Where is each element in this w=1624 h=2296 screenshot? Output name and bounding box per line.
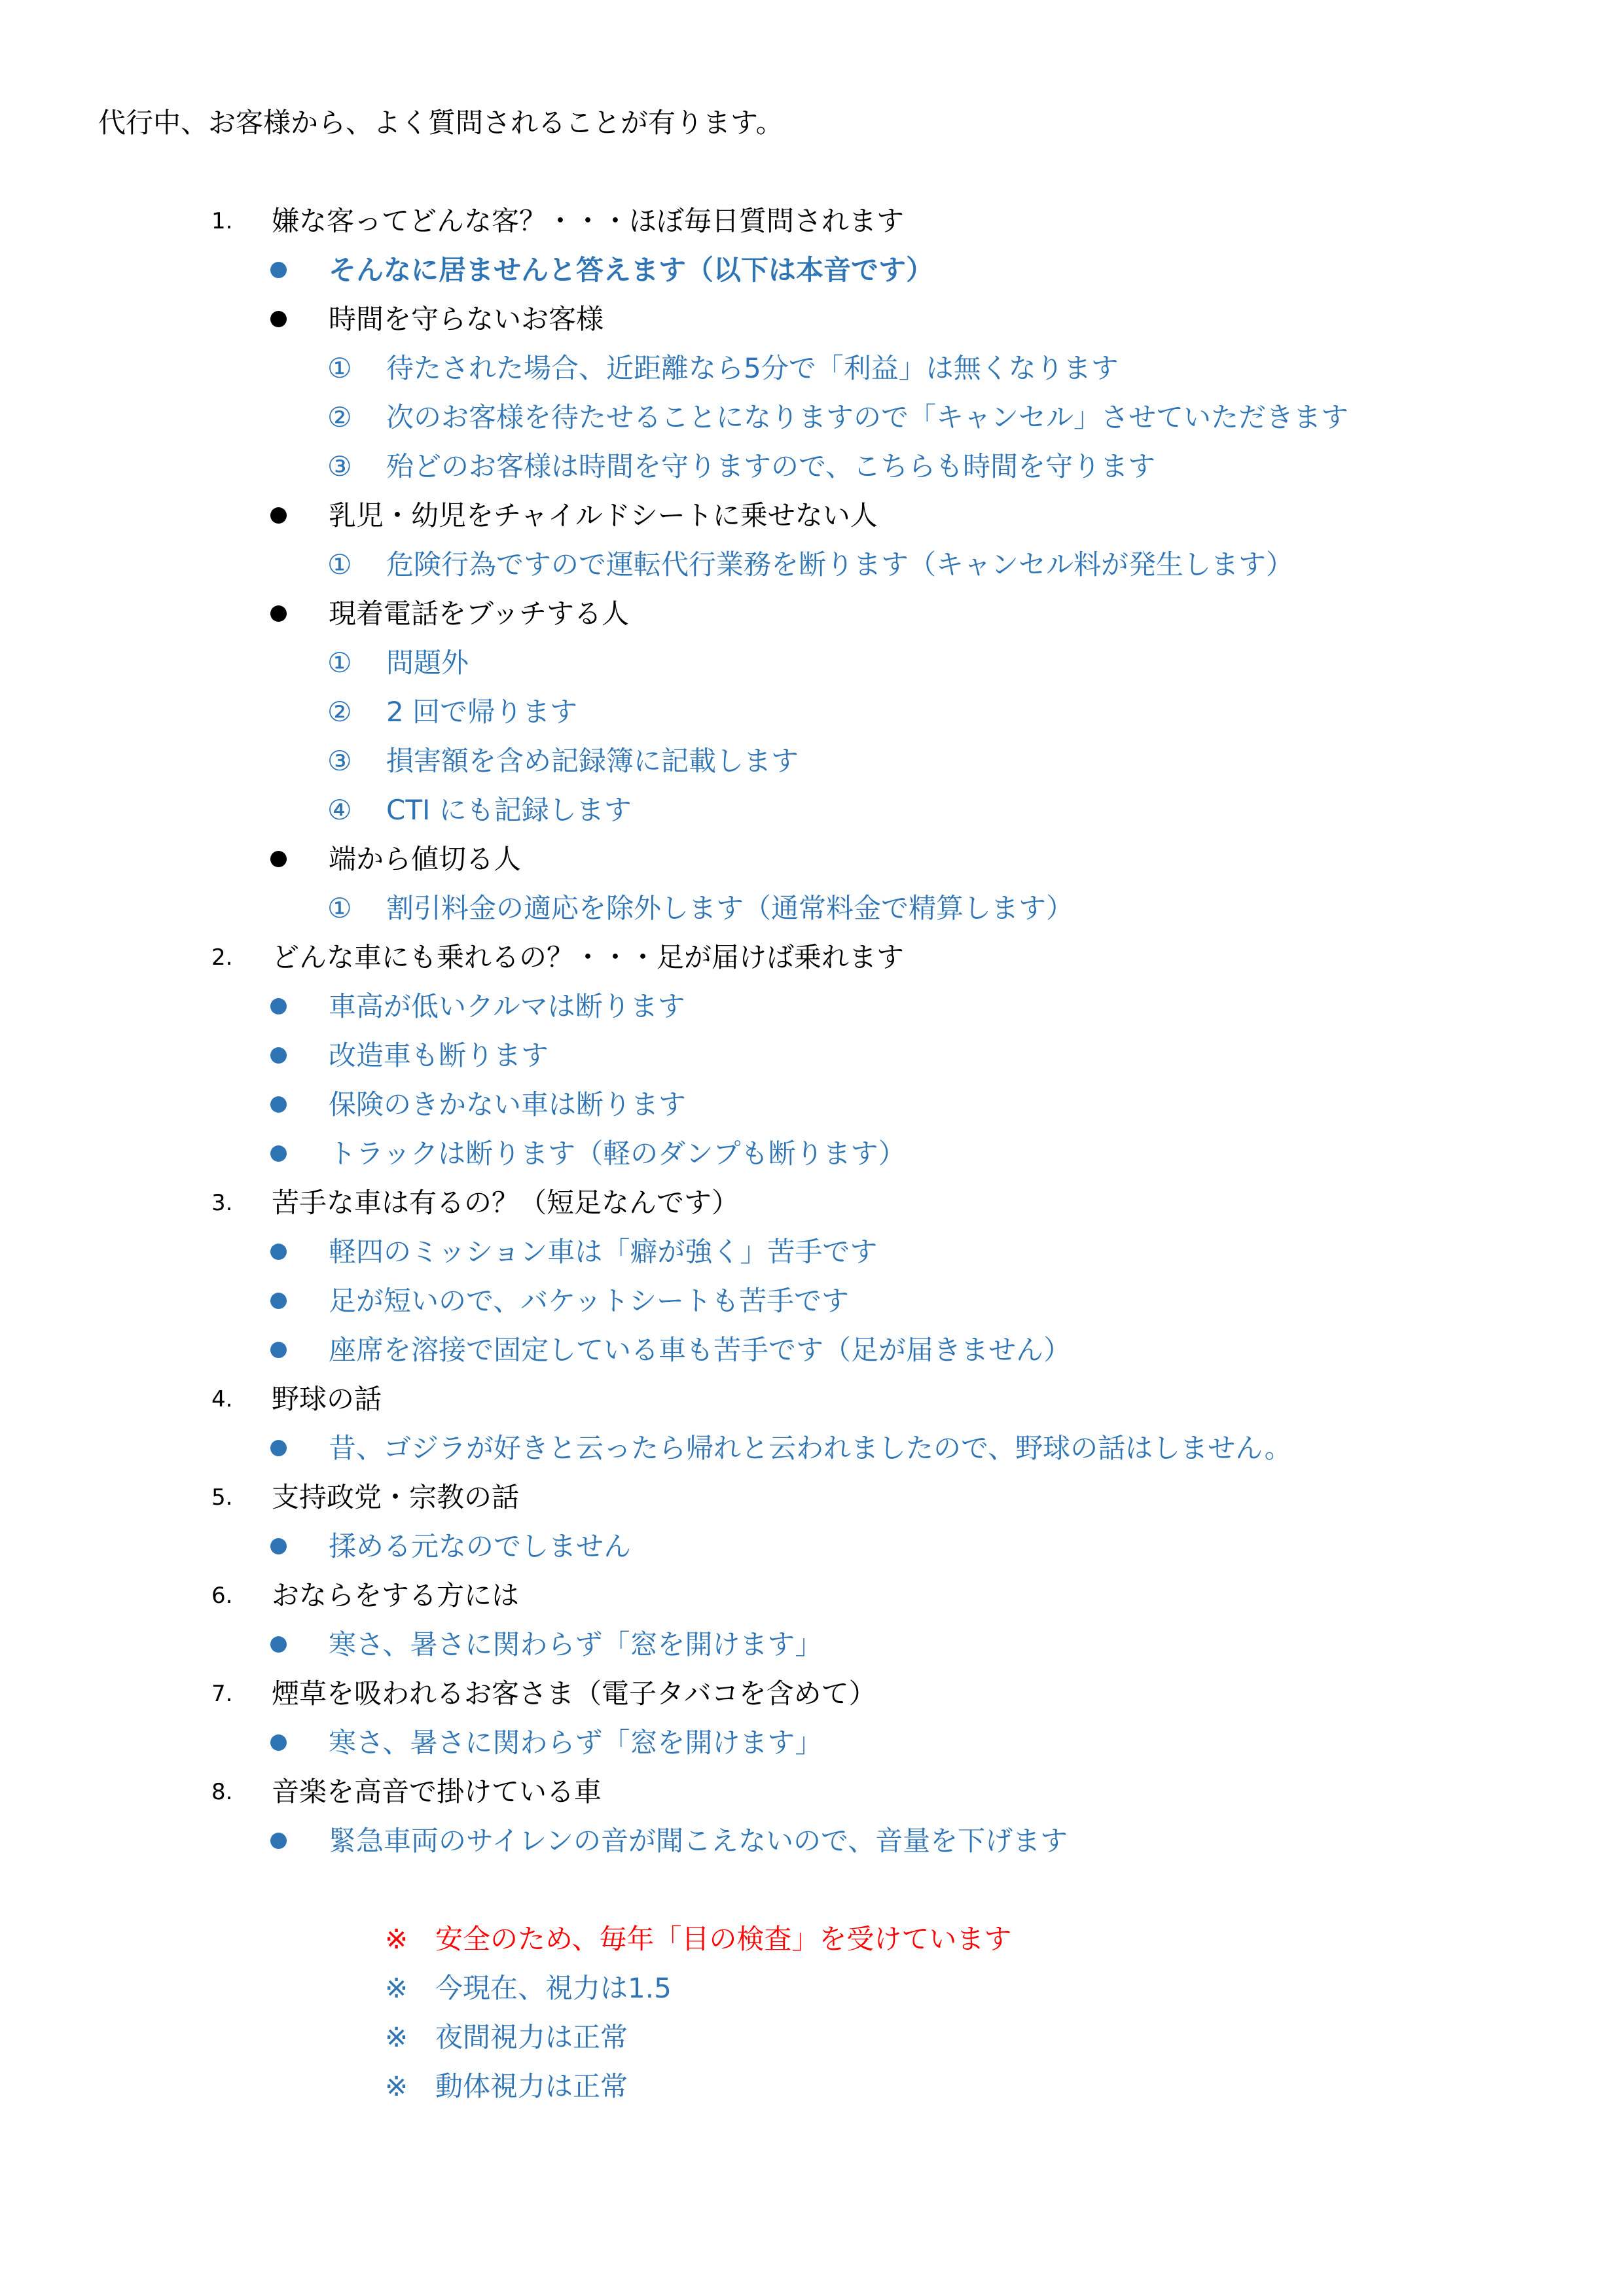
note-text: 動体視力は正常 <box>435 2070 628 2102</box>
sub-item-text: 待たされた場合、近距離なら5分で「利益」は無くなります <box>386 352 1119 384</box>
bullet-text: 乳児・幼児をチャイルドシートに乗せない人 <box>329 499 878 531</box>
sub-item-text: 危険行為ですので運転代行業務を断ります（キャンセル料が発生します） <box>386 548 1294 581</box>
bullet-icon <box>270 1636 287 1653</box>
intro-text: 代行中、お客様から、よく質問されることが有ります。 <box>98 107 784 139</box>
question-text: 野球の話 <box>272 1383 382 1415</box>
bullet-text: そんなに居ませんと答えます（以下は本音です） <box>329 254 934 286</box>
question-text: どんな車にも乗れるの？・・・足が届けば乗れます <box>272 941 905 973</box>
note-mark: ※ <box>385 1972 408 2004</box>
question-text: 煙草を吸われるお客さま（電子タバコを含めて） <box>272 1677 876 1710</box>
sub-item-text: 損害額を含め記録簿に記載します <box>386 745 799 777</box>
bullet-icon <box>270 507 287 524</box>
bullet-icon <box>270 1145 287 1162</box>
bullet-icon <box>270 1833 287 1849</box>
circled-number: ① <box>327 548 352 581</box>
note-text: 安全のため、毎年「目の検査」を受けています <box>435 1923 1012 1955</box>
circled-number: ① <box>327 892 352 924</box>
bullet-icon <box>270 998 287 1014</box>
question-number: 7. <box>211 1681 233 1707</box>
bullet-text: 昔、ゴジラが好きと云ったら帰れと云われましたので、野球の話はしません。 <box>329 1432 1292 1464</box>
bullet-icon <box>270 605 287 622</box>
bullet-icon <box>270 1538 287 1554</box>
bullet-icon <box>270 262 287 278</box>
bullet-icon <box>270 1096 287 1113</box>
circled-number: ④ <box>327 794 352 826</box>
bullet-icon <box>270 1440 287 1456</box>
bullet-text: 足が短いので、バケットシートも苦手です <box>329 1285 850 1317</box>
question-number: 4. <box>211 1386 233 1412</box>
sub-item-text: 問題外 <box>386 647 469 679</box>
question-number: 2. <box>211 944 233 971</box>
circled-number: ③ <box>327 745 352 777</box>
circled-number: ② <box>327 401 352 433</box>
note-text: 今現在、視力は1.5 <box>435 1972 672 2004</box>
question-text: 音楽を高音で掛けている車 <box>272 1776 602 1808</box>
bullet-text: 寒さ、暑さに関わらず「窓を開けます」 <box>329 1628 823 1660</box>
circled-number: ① <box>327 647 352 679</box>
bullet-icon <box>270 311 287 327</box>
sub-item-text: 次のお客様を待たせることになりますので「キャンセル」させていただきます <box>386 401 1349 433</box>
bullet-icon <box>270 1342 287 1358</box>
sub-item-text: 2 回で帰ります <box>386 696 578 728</box>
note-text: 夜間視力は正常 <box>435 2021 628 2053</box>
note-mark: ※ <box>385 1923 408 1955</box>
note-mark: ※ <box>385 2070 408 2102</box>
circled-number: ① <box>327 352 352 384</box>
sub-item-text: CTI にも記録します <box>386 794 632 826</box>
bullet-icon <box>270 1734 287 1751</box>
bullet-text: 時間を守らないお客様 <box>329 303 604 335</box>
bullet-icon <box>270 1047 287 1064</box>
question-text: おならをする方には <box>272 1579 520 1611</box>
sub-item-text: 殆どのお客様は時間を守りますので、こちらも時間を守ります <box>386 450 1156 482</box>
bullet-text: 改造車も断ります <box>329 1039 549 1071</box>
bullet-icon <box>270 1244 287 1260</box>
bullet-text: トラックは断ります（軽のダンプも断ります） <box>329 1138 906 1170</box>
sub-item-text: 割引料金の適応を除外します（通常料金で精算します） <box>386 892 1074 924</box>
bullet-text: 緊急車両のサイレンの音が聞こえないので、音量を下げます <box>329 1825 1068 1857</box>
bullet-icon <box>270 851 287 867</box>
bullet-text: 現着電話をブッチする人 <box>329 598 630 630</box>
question-number: 8. <box>211 1779 233 1805</box>
question-number: 5. <box>211 1484 233 1511</box>
bullet-text: 車高が低いクルマは断ります <box>329 990 685 1022</box>
bullet-text: 軽四のミッション車は「癖が強く」苦手です <box>329 1236 878 1268</box>
bullet-text: 揉める元なのでしません <box>329 1530 632 1562</box>
question-number: 1. <box>211 208 233 234</box>
question-text: 嫌な客ってどんな客？・・・ほぼ毎日質問されます <box>272 205 905 237</box>
bullet-text: 保険のきかない車は断ります <box>329 1088 687 1121</box>
bullet-icon <box>270 1293 287 1309</box>
question-text: 支持政党・宗教の話 <box>272 1481 520 1513</box>
bullet-text: 座席を溶接で固定している車も苦手です（足が届きません） <box>329 1334 1072 1366</box>
bullet-text: 端から値切る人 <box>329 843 522 875</box>
bullet-text: 寒さ、暑さに関わらず「窓を開けます」 <box>329 1727 823 1759</box>
circled-number: ③ <box>327 450 352 482</box>
question-text: 苦手な車は有るの？（短足なんです） <box>272 1187 740 1219</box>
circled-number: ② <box>327 696 352 728</box>
note-mark: ※ <box>385 2021 408 2053</box>
question-number: 6. <box>211 1583 233 1609</box>
question-number: 3. <box>211 1190 233 1216</box>
